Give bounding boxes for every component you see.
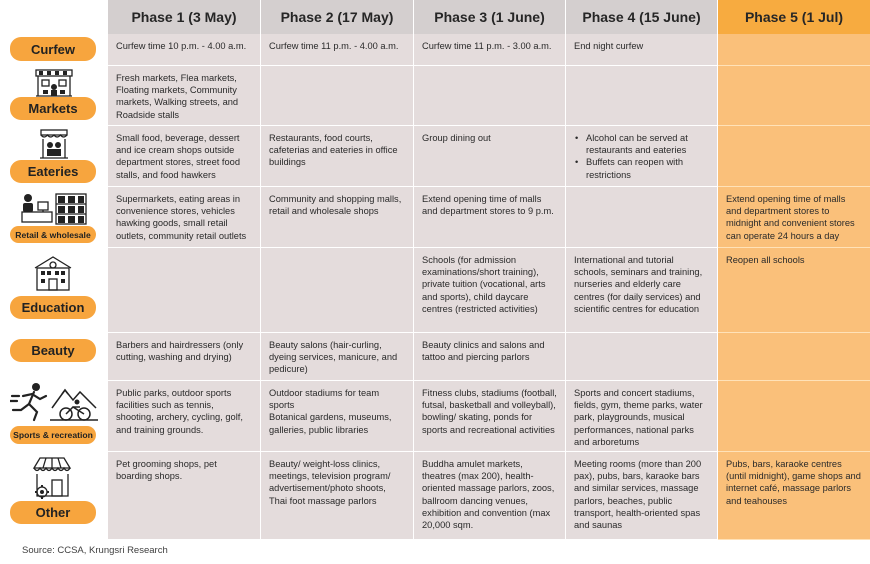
table-cell: Schools (for admission examinations/short training), private tuition (vocational, arts and sports), child daycare centres (restricted activities) <box>414 248 566 333</box>
table-cell: Extend opening time of malls and department stores to 9 p.m. <box>414 187 566 248</box>
table-cell: Supermarkets, eating areas in convenience stores, vehicles hawking goods, small retail outlets, community retail outlets <box>108 187 261 248</box>
shop-counter-icon <box>20 192 88 226</box>
table-cell: Outdoor stadiums for team sports Botanical gardens, museums, galleries, public libraries <box>261 381 414 452</box>
table-cell: Meeting rooms (more than 200 pax), pubs, bars, karaoke bars and similar services, massage parlors, beaches, public transport, health-oriented spas and saunas <box>566 452 718 540</box>
category-label-eateries: Eateries <box>10 160 96 183</box>
table-cell: Public parks, outdoor sports facilities such as tennis, shooting, archery, cycling, golf, and training grounds. <box>108 381 261 452</box>
table-cell <box>718 333 870 381</box>
category-label-markets: Markets <box>10 97 96 120</box>
table-cell: Buddha amulet markets, theatres (max 200), health-oriented massage parlors, zoos, ballroom dancing venues, exhibition and convention (max 20,000 sqm. <box>414 452 566 540</box>
bullet-item: • Buffets can reopen with restrictions <box>574 156 709 180</box>
table-cell: Fresh markets, Flea markets, Floating markets, Community markets, Walking streets, and Roadside stalls <box>108 66 261 126</box>
phase-header-1: Phase 1 (3 May) <box>108 0 261 34</box>
table-cell: End night curfew <box>566 34 718 66</box>
category-label-other: Other <box>10 501 96 524</box>
market-stall-icon <box>34 68 74 98</box>
bullet-list <box>574 132 709 181</box>
table-cell: Community and shopping malls, retail and wholesale shops <box>261 187 414 248</box>
phase-header-2: Phase 2 (17 May) <box>261 0 414 34</box>
table-cell: Reopen all schools <box>718 248 870 333</box>
category-label-beauty: Beauty <box>10 339 96 362</box>
table-cell: Barbers and hairdressers (only cutting, washing and drying) <box>108 333 261 381</box>
table-cell: Restaurants, food courts, cafeterias and eateries in office buildings <box>261 126 414 187</box>
table-cell: Beauty clinics and salons and tattoo and piercing parlors <box>414 333 566 381</box>
table-cell: Group dining out <box>414 126 566 187</box>
table-cell <box>261 66 414 126</box>
phase-table <box>108 0 870 536</box>
table-cell <box>566 126 718 187</box>
table-cell: Sports and concert stadiums, fields, gym, theme parks, water park, playgrounds, musical performances, national parks and arboretums <box>566 381 718 452</box>
table-cell <box>566 333 718 381</box>
table-cell <box>566 187 718 248</box>
table-cell: Curfew time 11 p.m. - 4.00 a.m. <box>261 34 414 66</box>
table-cell: International and tutorial schools, seminars and training, nurseries and elderly care centres (for daily services) and scientific centres for education <box>566 248 718 333</box>
table-cell <box>718 381 870 452</box>
category-label-education: Education <box>10 296 96 319</box>
table-cell <box>718 126 870 187</box>
bullet-item: • Alcohol can be served at restaurants and eateries <box>574 132 709 156</box>
table-cell <box>108 248 261 333</box>
phase-header-5: Phase 5 (1 Jul) <box>718 0 870 34</box>
table-cell: Beauty/ weight-loss clinics, meetings, television program/ advertisement/photo shoots, Thai foot massage parlors <box>261 452 414 540</box>
table-cell: Beauty salons (hair-curling, dyeing services, manicure, and pedicure) <box>261 333 414 381</box>
table-cell: Fitness clubs, stadiums (football, futsal, basketball and volleyball), bowling/ skating, ponds for sports and recreational activities <box>414 381 566 452</box>
runner-bicycle-icon <box>10 382 100 422</box>
table-cell: Pubs, bars, karaoke centres (until midnight), game shops and internet café, massage parlors and teahouses <box>718 452 870 540</box>
source-note: Source: CCSA, Krungsri Research <box>22 545 168 556</box>
table-cell <box>718 66 870 126</box>
school-building-icon <box>33 254 73 292</box>
table-cell <box>414 66 566 126</box>
category-label-sports-recreation: Sports & recreation <box>10 426 96 444</box>
table-cell: Extend opening time of malls and department stores to midnight and convenient stores can operate 24 hours a day <box>718 187 870 248</box>
storefront-gear-icon <box>32 456 72 500</box>
table-cell: Curfew time 10 p.m. - 4.00 a.m. <box>108 34 261 66</box>
table-cell: Pet grooming shops, pet boarding shops. <box>108 452 261 540</box>
table-cell <box>566 66 718 126</box>
category-label-curfew: Curfew <box>10 37 96 61</box>
food-stall-icon <box>38 128 70 160</box>
category-label-retail-wholesale: Retail & wholesale <box>10 226 96 243</box>
phase-header-3: Phase 3 (1 June) <box>414 0 566 34</box>
table-cell <box>718 34 870 66</box>
table-cell: Curfew time 11 p.m. - 3.00 a.m. <box>414 34 566 66</box>
table-cell: Small food, beverage, dessert and ice cream shops outside department stores, street food stalls, and food hawkers <box>108 126 261 187</box>
phase-header-4: Phase 4 (15 June) <box>566 0 718 34</box>
table-cell <box>261 248 414 333</box>
